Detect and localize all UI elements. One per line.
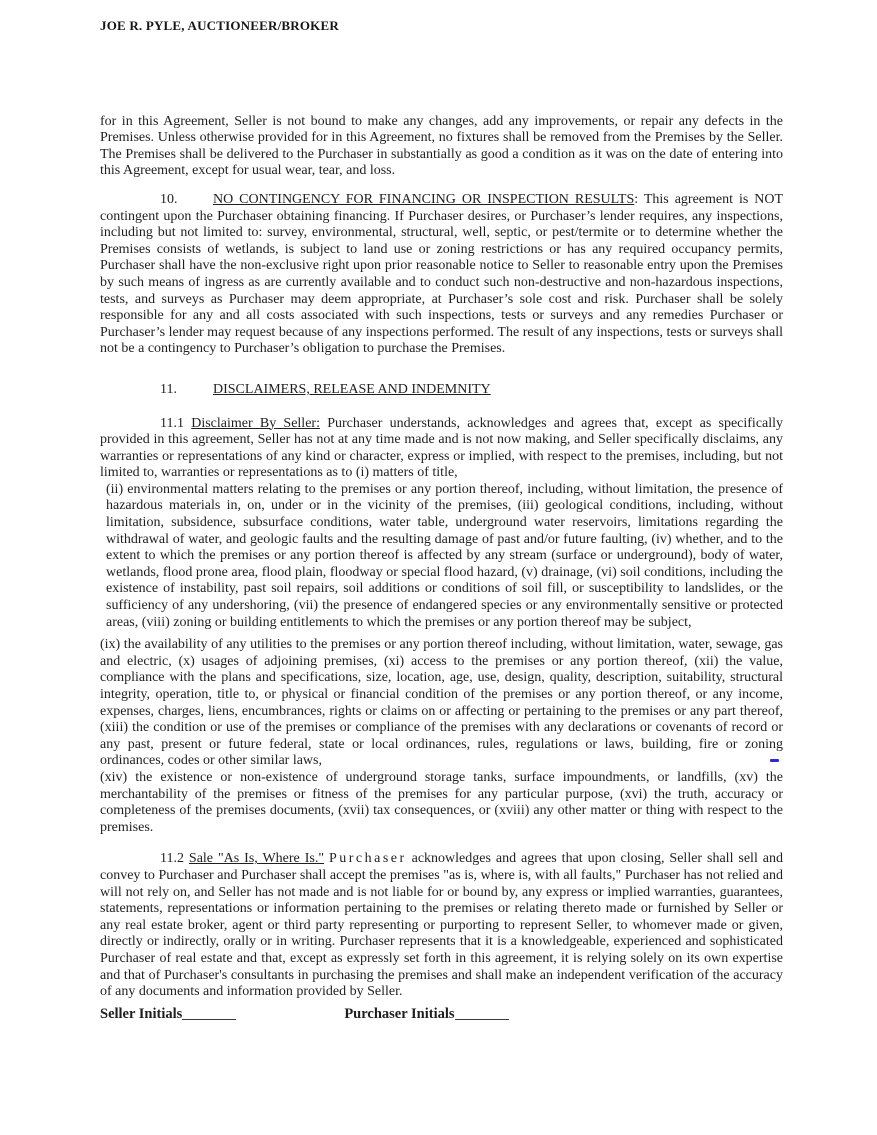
section-11-2-number: 11.2 xyxy=(160,851,184,867)
section-11-2-lead-word: Purchaser xyxy=(328,851,407,867)
section-11-2-paragraph xyxy=(100,851,783,1000)
section-11-2-body: acknowledges and agrees that upon closing, Seller shall sell and convey to Purchaser and Purchaser shall accept the premises "as is, where is, with all faults," Purchaser has not relied and will not rely on, and Seller has not made and is not liable for or bound by, any express or implied warranties, guarantees, statements, representations or information pertaining to the premises or relating thereto made or furnished by Seller or any real estate broker, agent or third party representing or purporting to represent Seller, to whomever made or given, directly or indirectly, orally or in writing. Purchaser represents that it is a knowledgeable, experienced and sophisticated Purchaser of real estate and that, except as expressly set forth in this agreement, it is relying solely on its own expertise and that of Purchaser's consultants in purchasing the premises and shall make an independent verification of the accuracy of any documents and information provided by Seller. xyxy=(100,851,783,1000)
section-11-2-heading: Sale "As Is, Where Is." xyxy=(188,851,325,867)
section-10-paragraph xyxy=(100,192,783,358)
section-11-1-heading: Disclaimer By Seller: xyxy=(191,415,320,431)
purchaser-initials-label: Purchaser Initials xyxy=(344,1005,455,1022)
section-11-1-number: 11.1 xyxy=(160,415,184,431)
stray-pen-mark xyxy=(770,759,779,762)
intro-paragraph: for in this Agreement, Seller is not bound to make any changes, add any improvements, or repair any defects in the Premises. Unless otherwise provided for in this Agreement, no fixtures shall be removed from the Premises by the Seller. The Premises shall be delivered to the Purchaser in substantially as good a condition as it was on the date of entering into this Agreement, except for usual wear, tear, and loss. xyxy=(100,113,783,179)
section-11-1-body-lead: Purchaser understands, acknowledges and agrees that, except as specifically provided in this agreement, Seller has not at any time made and is not now making, and Seller specifically disclaims, any warranties or representations of any kind or character, express or implied, with respect to the premises, including, but not limited to, warranties or representations as to (i) matters of title, xyxy=(100,415,784,481)
initials-row xyxy=(100,1004,783,1023)
purchaser-initials-blank[interactable] xyxy=(455,1004,509,1020)
seller-initials-blank[interactable] xyxy=(182,1004,236,1020)
section-11-heading: DISCLAIMERS, RELEASE AND INDEMNITY xyxy=(213,381,491,397)
document-header: JOE R. PYLE, AUCTIONEER/BROKER xyxy=(100,18,339,33)
section-10-heading-colon: : xyxy=(634,191,639,207)
section-11-1-paragraph-ii: (ii) environmental matters relating to the premises or any portion thereof, including, without limitation, the presence of hazardous materials in, on, under or in the vicinity of the premises, (iii) geological conditions, including, without limitation, subsidence, subsurface conditions, water table, underground water reservoirs, limitations regarding the withdrawal of water, and geologic faults and the resulting damage of past and/or future faulting, (iv) whether, and to the extent to which the premises or any portion thereof is affected by any stream (surface or underground), body of water, wetlands, flood prone area, flood plain, floodway or special flood hazard, (v) drainage, (vi) soil conditions, including the existence of instability, past soil repairs, soil additions or conditions of soil fill, or susceptibility to landslides, or the sufficiency of any undershoring, (vii) the presence of endangered species or any environmentally sensitive or protected areas, (viii) zoning or building entitlements to which the premises or any portion thereof may be subject, xyxy=(106,481,783,630)
section-10-number: 10. xyxy=(160,191,178,207)
section-10-heading: NO CONTINGENCY FOR FINANCING OR INSPECTION RESULTS xyxy=(213,191,635,207)
section-10-body: This agreement is NOT contingent upon the Purchaser obtaining financing. If Purchaser desires, or Purchaser’s lender requires, any inspections, including but not limited to: survey, environmental, structural, well, septic, or pest/termite or to determine whether the Premises consists of wetlands, is subject to land use or zoning restrictions or has any required occupancy permits, Purchaser shall have the non-exclusive right upon prior reasonable notice to Seller to reasonable entry upon the Premises by such means of ingress as are currently available and to conduct such non-destructive and non-hazardous inspections, tests, and surveys as Purchaser may deem appropriate, at Purchaser’s sole cost and risk. Purchaser shall be solely responsible for any and all costs associated with such inspections, tests or surveys and any remedies Purchaser or Purchaser’s lender may request because of any inspections performed. The result of any inspections, tests or surveys shall not be a contingency to Purchaser’s obligation to purchase the Premises. xyxy=(100,191,784,357)
section-11-1-paragraph-xiv: (xiv) the existence or non-existence of underground storage tanks, surface impoundments, or landfills, (xv) the merchantability of the premises or fitness of the premises for any particular purpose, (xvi) the truth, accuracy or completeness of the premises documents, (xvii) tax consequences, or (xviii) any other matter or thing with respect to the premises. xyxy=(100,769,783,835)
seller-initials-label: Seller Initials xyxy=(100,1005,183,1022)
section-11-number: 11. xyxy=(160,381,177,397)
section-11-1-lead-paragraph xyxy=(100,416,783,482)
section-11-heading-row xyxy=(100,382,783,399)
section-11-1-paragraph-ix: (ix) the availability of any utilities to the premises or any portion thereof including, without limitation, water, sewage, gas and electric, (x) usages of adjoining premises, (xi) access to the premises or any portion thereof, (xii) the value, compliance with the plans and specifications, size, location, age, use, design, quality, description, suitability, structural integrity, operation, title to, or physical or financial condition of the premises or any portion thereof, or any income, expenses, charges, liens, encumbrances, rights or claims on or affecting or pertaining to the premises or any part thereof, (xiii) the condition or use of the premises or compliance of the premises with any declarations or covenants of record or any past, present or future federal, state or local ordinances, rules, regulations or laws, building, fire or zoning ordinances, codes or other similar laws, xyxy=(100,637,783,769)
